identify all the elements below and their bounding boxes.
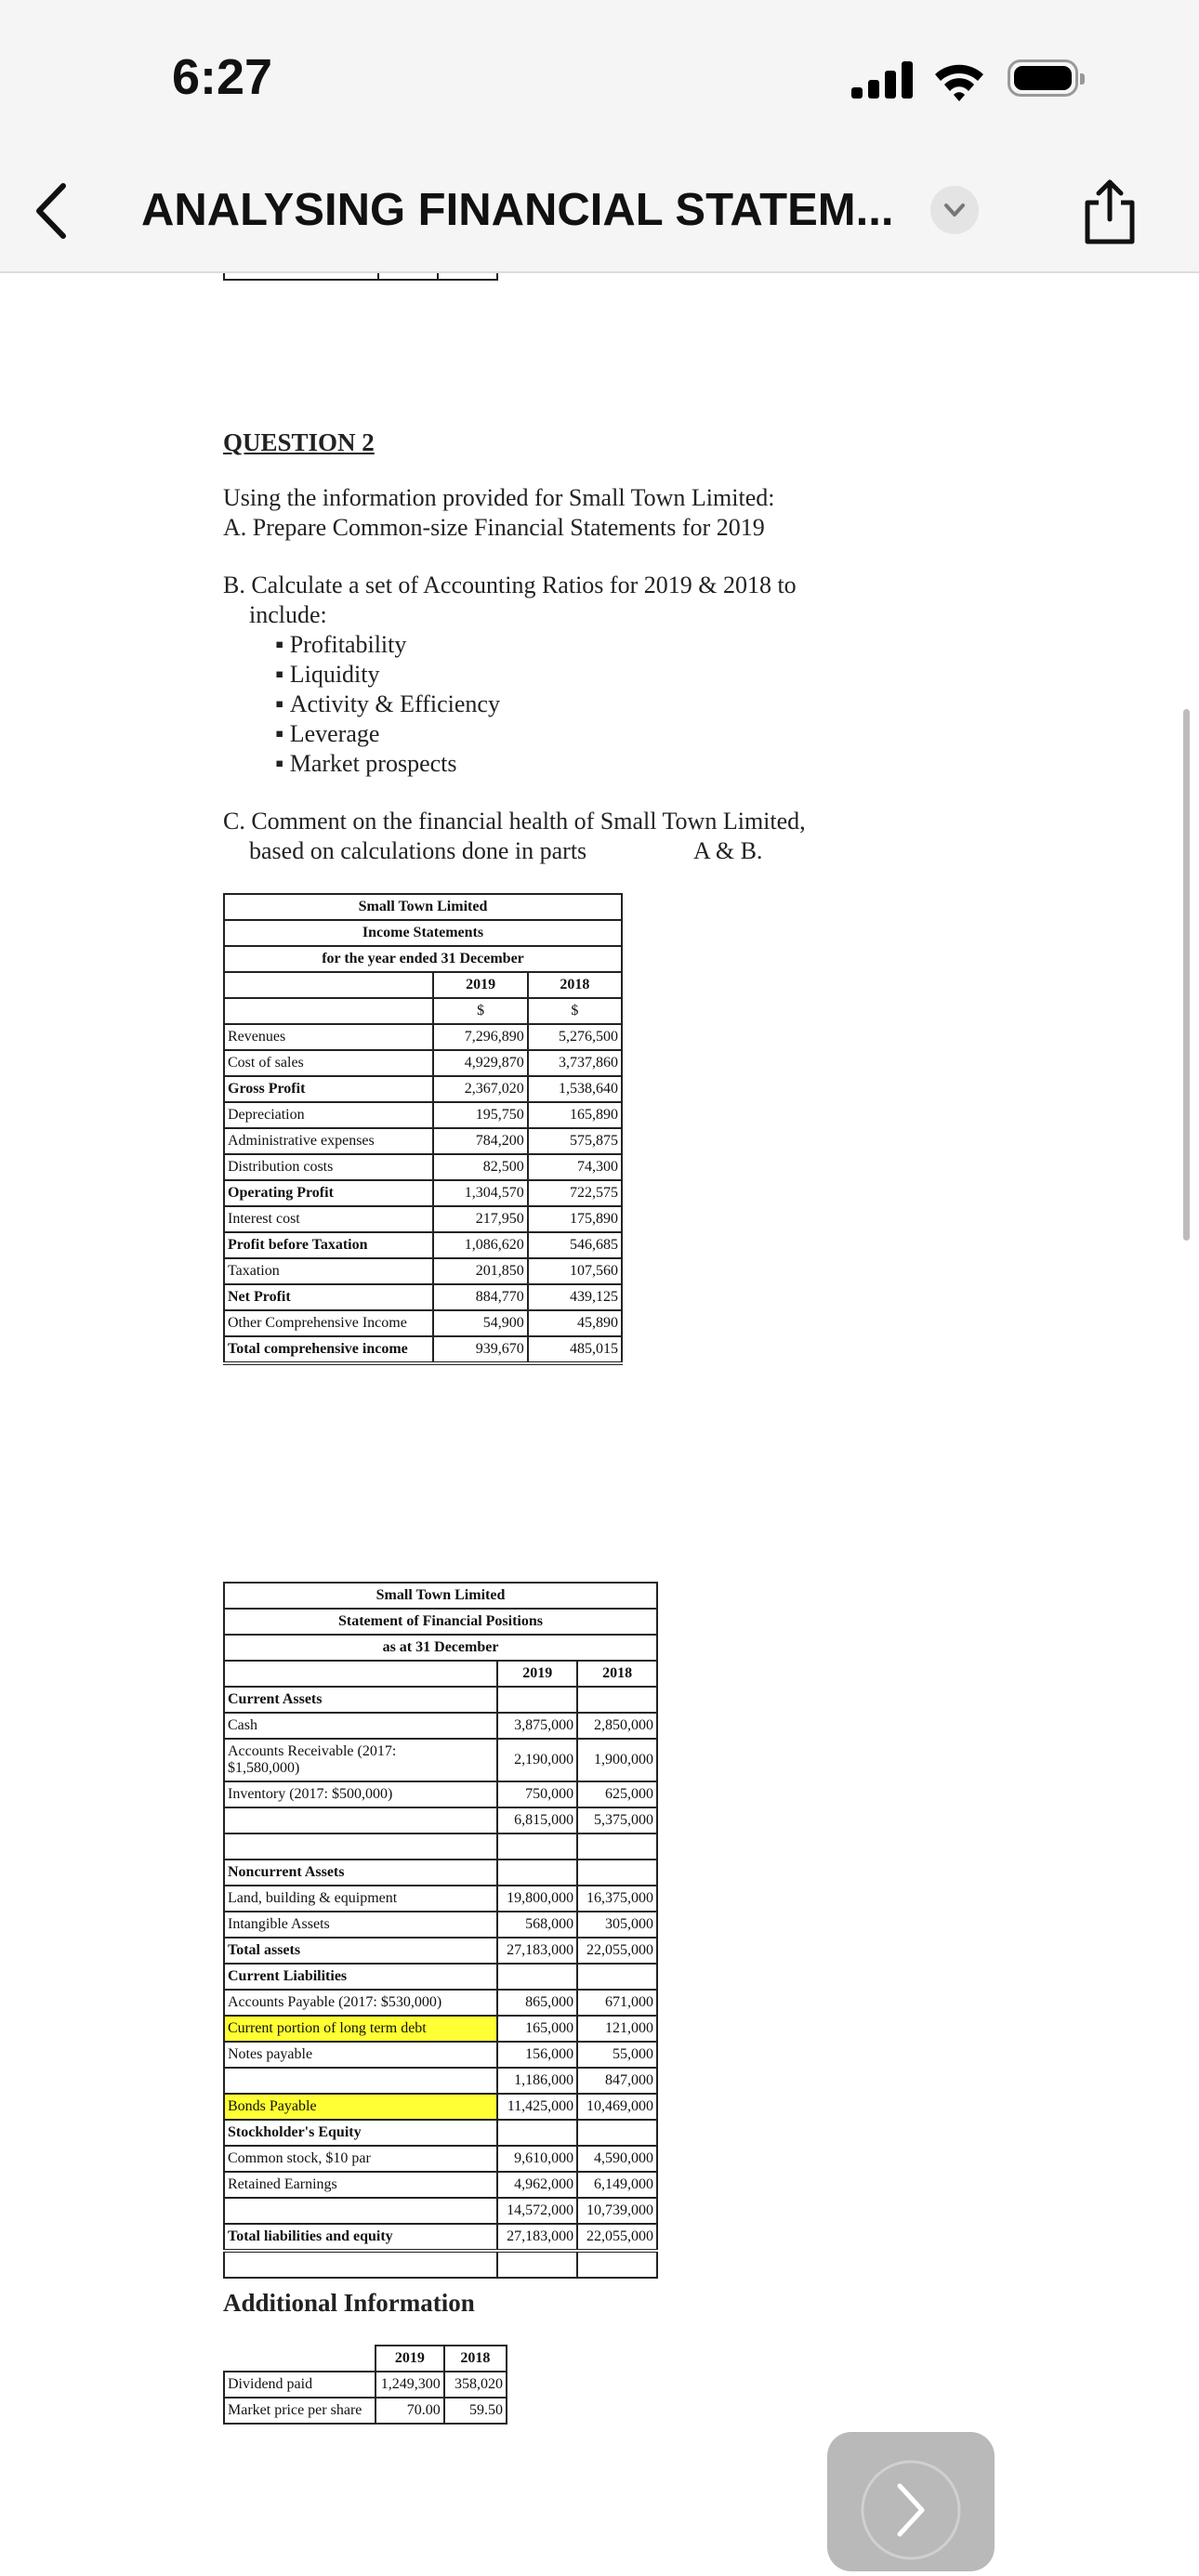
table-row — [224, 1310, 622, 1336]
status-time: 6:27 — [172, 49, 273, 105]
value-2018: 575,875 — [528, 1128, 622, 1154]
value-2018 — [577, 2120, 657, 2146]
value-2019 — [497, 1860, 577, 1886]
value-2019: 14,572,000 — [497, 2198, 577, 2224]
table-row — [224, 2016, 657, 2042]
table-row — [224, 1232, 622, 1258]
value-2018 — [577, 1687, 657, 1713]
table-row — [224, 1076, 622, 1102]
value-2018: 671,000 — [577, 1990, 657, 2016]
table-row — [224, 1886, 657, 1912]
value-2018: 5,375,000 — [577, 1807, 657, 1833]
value-2019: 165,000 — [497, 2016, 577, 2042]
part-c-text-cont: based on calculations done in parts — [249, 837, 587, 864]
row-label: Land, building & equipment — [224, 1886, 497, 1912]
value-2018: 45,890 — [528, 1310, 622, 1336]
value-2019 — [497, 2120, 577, 2146]
value-2019: 27,183,000 — [497, 2224, 577, 2251]
table-row — [224, 2094, 657, 2120]
column-header: 2019 — [376, 2346, 444, 2372]
vertical-scrollbar[interactable] — [1183, 709, 1190, 1241]
row-label: Retained Earnings — [224, 2172, 497, 2198]
table-row — [224, 1050, 622, 1076]
table-cell — [224, 998, 433, 1024]
part-a-text: A. Prepare Common-size Financial Statements for 2019 — [223, 514, 765, 541]
table-row — [224, 1964, 657, 1990]
column-header: 2019 — [497, 1661, 577, 1687]
row-label: Administrative expenses — [224, 1128, 433, 1154]
part-c-text-end: A & B. — [693, 837, 763, 864]
question-heading: QUESTION 2 — [223, 428, 375, 456]
value-2018 — [577, 1860, 657, 1886]
battery-icon — [1008, 59, 1078, 97]
table-row — [224, 1739, 657, 1781]
value-2019: 19,800,000 — [497, 1886, 577, 1912]
value-2019: 27,183,000 — [497, 1938, 577, 1964]
table-row — [224, 1713, 657, 1739]
value-2019: 217,950 — [433, 1206, 527, 1232]
value-2018: 16,375,000 — [577, 1886, 657, 1912]
value-2019: 6,815,000 — [497, 1807, 577, 1833]
row-label — [224, 2198, 497, 2224]
table-row — [224, 1180, 622, 1206]
row-label: Intangible Assets — [224, 1912, 497, 1938]
table-row — [224, 1154, 622, 1180]
value-2018: 165,890 — [528, 1102, 622, 1128]
value-2018: 305,000 — [577, 1912, 657, 1938]
table-title: for the year ended 31 December — [224, 946, 622, 972]
row-label: Taxation — [224, 1258, 433, 1284]
value-2019: 1,086,620 — [433, 1232, 527, 1258]
row-label: Gross Profit — [224, 1076, 433, 1102]
value-2018: 74,300 — [528, 1154, 622, 1180]
value-2018: 1,900,000 — [577, 1739, 657, 1781]
row-label: Accounts Payable (2017: $530,000) — [224, 1990, 497, 2016]
value-2019: 1,186,000 — [497, 2068, 577, 2094]
value-2018: 485,015 — [528, 1336, 622, 1363]
row-label: Current portion of long term debt — [224, 2016, 497, 2042]
value-2018: 2,850,000 — [577, 1713, 657, 1739]
table-row — [224, 2068, 657, 2094]
row-label: Distribution costs — [224, 1154, 433, 1180]
table-row — [224, 1807, 657, 1833]
table-row — [224, 2042, 657, 2068]
value-2018: 847,000 — [577, 2068, 657, 2094]
bullet-item: ▪ Activity & Efficiency — [275, 690, 500, 719]
table-row — [224, 2172, 657, 2198]
value-2018: 10,739,000 — [577, 2198, 657, 2224]
column-header: 2018 — [528, 972, 622, 998]
value-2019 — [497, 1964, 577, 1990]
table-row — [224, 1938, 657, 1964]
question-intro: Using the information provided for Small Town Limited: — [223, 484, 775, 511]
value-2019: 4,929,870 — [433, 1050, 527, 1076]
value-2018: 59.50 — [444, 2398, 507, 2424]
value-2019: 2,367,020 — [433, 1076, 527, 1102]
value-2019: 9,610,000 — [497, 2146, 577, 2172]
value-2019: 784,200 — [433, 1128, 527, 1154]
wifi-icon — [931, 61, 987, 102]
table-title: Statement of Financial Positions — [224, 1609, 657, 1635]
part-b-text: B. Calculate a set of Accounting Ratios for 2019 & 2018 to — [223, 572, 797, 598]
bullet-item: ▪ Market prospects — [275, 749, 457, 779]
value-2019 — [497, 1833, 577, 1860]
value-2019: 865,000 — [497, 1990, 577, 2016]
chevron-down-icon — [930, 186, 979, 234]
table-row — [224, 2146, 657, 2172]
row-label: Noncurrent Assets — [224, 1860, 497, 1886]
additional-info-heading: Additional Information — [223, 2289, 475, 2317]
row-label: Inventory (2017: $500,000) — [224, 1781, 497, 1807]
table-row — [224, 2251, 657, 2278]
table-cell — [224, 972, 433, 998]
value-2019: 3,875,000 — [497, 1713, 577, 1739]
table-row — [224, 1687, 657, 1713]
value-2019: 54,900 — [433, 1310, 527, 1336]
row-label: Net Profit — [224, 1284, 433, 1310]
cellular-signal-icon — [851, 61, 913, 99]
table-row — [224, 1336, 622, 1363]
table-row — [224, 2198, 657, 2224]
bullet-item: ▪ Profitability — [275, 630, 406, 660]
value-2019: 195,750 — [433, 1102, 527, 1128]
table-row — [224, 1206, 622, 1232]
row-label: Total comprehensive income — [224, 1336, 433, 1363]
value-2019: 11,425,000 — [497, 2094, 577, 2120]
table-row — [224, 2224, 657, 2251]
bullet-item: ▪ Liquidity — [275, 660, 380, 690]
chevron-right-icon — [827, 2432, 995, 2571]
value-2018: 1,538,640 — [528, 1076, 622, 1102]
row-label: Current Liabilities — [224, 1964, 497, 1990]
row-label: Current Assets — [224, 1687, 497, 1713]
currency-header: $ — [528, 998, 622, 1024]
currency-header: $ — [433, 998, 527, 1024]
value-2019: 201,850 — [433, 1258, 527, 1284]
value-2019: 7,296,890 — [433, 1024, 527, 1050]
row-label: Other Comprehensive Income — [224, 1310, 433, 1336]
value-2018: 6,149,000 — [577, 2172, 657, 2198]
value-2019: 2,190,000 — [497, 1739, 577, 1781]
table-row — [224, 2120, 657, 2146]
value-2018: 439,125 — [528, 1284, 622, 1310]
table-title: Income Statements — [224, 920, 622, 946]
value-2019 — [497, 2251, 577, 2278]
row-label: Notes payable — [224, 2042, 497, 2068]
value-2019: 70.00 — [376, 2398, 444, 2424]
row-label — [224, 1739, 497, 1781]
row-label: Cost of sales — [224, 1050, 433, 1076]
next-page-button[interactable] — [827, 2432, 995, 2571]
table-cell — [224, 1661, 497, 1687]
value-2018: 175,890 — [528, 1206, 622, 1232]
row-label: Revenues — [224, 1024, 433, 1050]
value-2018: 5,276,500 — [528, 1024, 622, 1050]
value-2018: 4,590,000 — [577, 2146, 657, 2172]
row-label: Profit before Taxation — [224, 1232, 433, 1258]
row-label — [224, 1807, 497, 1833]
table-row — [224, 1258, 622, 1284]
value-2019: 4,962,000 — [497, 2172, 577, 2198]
table-row — [224, 1128, 622, 1154]
value-2018: 55,000 — [577, 2042, 657, 2068]
document-title[interactable]: ANALYSING FINANCIAL STATEM... — [141, 185, 894, 235]
value-2018: 22,055,000 — [577, 2224, 657, 2251]
row-label: Dividend paid — [224, 2372, 376, 2398]
value-2018: 358,020 — [444, 2372, 507, 2398]
value-2018: 107,560 — [528, 1258, 622, 1284]
row-label-line: Accounts Receivable (2017: — [228, 1743, 397, 1759]
table-row — [224, 1102, 622, 1128]
table-row — [224, 2398, 507, 2424]
value-2019: 1,249,300 — [376, 2372, 444, 2398]
value-2019: 884,770 — [433, 1284, 527, 1310]
value-2018 — [577, 1833, 657, 1860]
column-header: 2018 — [577, 1661, 657, 1687]
value-2019: 568,000 — [497, 1912, 577, 1938]
value-2018: 546,685 — [528, 1232, 622, 1258]
row-label: Common stock, $10 par — [224, 2146, 497, 2172]
share-icon[interactable] — [1080, 177, 1140, 247]
value-2018 — [577, 1964, 657, 1990]
table-row — [224, 1024, 622, 1050]
table-title: Small Town Limited — [224, 1583, 657, 1609]
table-title: as at 31 December — [224, 1635, 657, 1661]
row-label-line: $1,580,000) — [228, 1760, 300, 1776]
value-2019: 750,000 — [497, 1781, 577, 1807]
value-2019: 1,304,570 — [433, 1180, 527, 1206]
table-row — [224, 2372, 507, 2398]
row-label: Market price per share — [224, 2398, 376, 2424]
table-row — [224, 1990, 657, 2016]
row-label — [224, 2251, 497, 2278]
value-2019: 82,500 — [433, 1154, 527, 1180]
row-label: Total liabilities and equity — [224, 2224, 497, 2251]
row-label: Stockholder's Equity — [224, 2120, 497, 2146]
row-label: Bonds Payable — [224, 2094, 497, 2120]
value-2019: 156,000 — [497, 2042, 577, 2068]
row-label: Interest cost — [224, 1206, 433, 1232]
title-menu-button[interactable] — [930, 186, 979, 234]
additional-info-table — [223, 2345, 507, 2425]
table-row — [224, 1781, 657, 1807]
value-2019: 939,670 — [433, 1336, 527, 1363]
table-row — [224, 1860, 657, 1886]
table-row — [224, 1284, 622, 1310]
row-label: Cash — [224, 1713, 497, 1739]
value-2018: 22,055,000 — [577, 1938, 657, 1964]
value-2018: 722,575 — [528, 1180, 622, 1206]
value-2019 — [497, 1687, 577, 1713]
part-b-text-cont: include: — [249, 601, 327, 628]
row-label: Total assets — [224, 1938, 497, 1964]
value-2018: 121,000 — [577, 2016, 657, 2042]
value-2018: 625,000 — [577, 1781, 657, 1807]
back-chevron-icon[interactable] — [28, 177, 74, 245]
part-c-text: C. Comment on the financial health of Small Town Limited, — [223, 808, 806, 835]
row-label — [224, 1833, 497, 1860]
table-title: Small Town Limited — [224, 894, 622, 920]
document-page — [0, 271, 1199, 2561]
value-2018: 3,737,860 — [528, 1050, 622, 1076]
top-bar — [0, 0, 1199, 273]
bullet-item: ▪ Leverage — [275, 719, 379, 749]
table-cell — [224, 2346, 376, 2372]
value-2018 — [577, 2251, 657, 2278]
table-row — [224, 1833, 657, 1860]
row-label: Depreciation — [224, 1102, 433, 1128]
value-2018: 10,469,000 — [577, 2094, 657, 2120]
column-header: 2018 — [444, 2346, 507, 2372]
row-label: Operating Profit — [224, 1180, 433, 1206]
column-header: 2019 — [433, 972, 527, 998]
row-label — [224, 2068, 497, 2094]
balance-sheet-table — [223, 1582, 658, 2279]
income-statement-table — [223, 893, 623, 1365]
table-row — [224, 1912, 657, 1938]
